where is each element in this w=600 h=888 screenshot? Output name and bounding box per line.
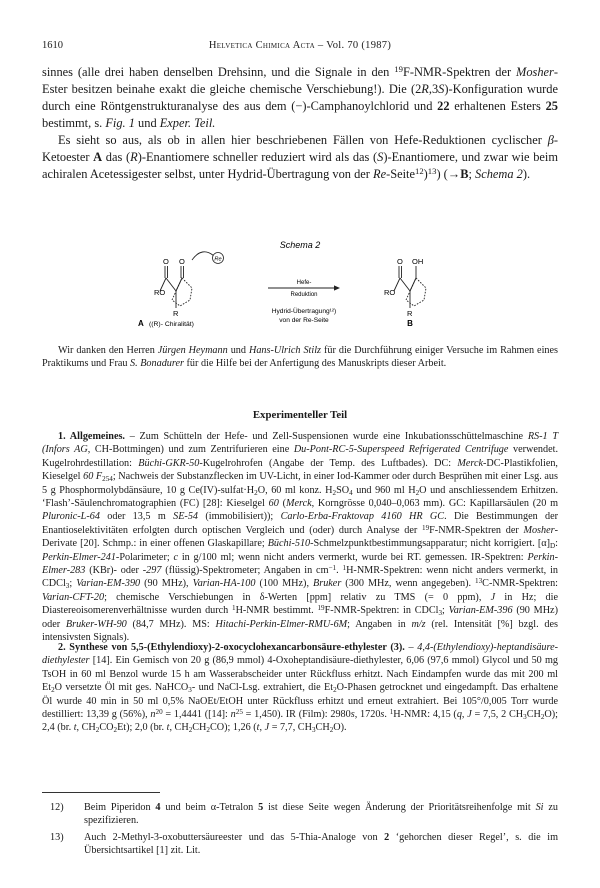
reaction-arrowhead [334, 285, 340, 290]
paragraph-enantiomer: Es sieht so aus, als ob in allen hier beschriebenen Fällen von Hefe-Reduktionen cyclischer β-Ketoester A das (R)-Enantiomere schneller reduziert wird als das (S)-Enantiomere, und zwar wie beim achiralen Acetessigester selbst, unter Hydrid-Übertragung von der Re-Seite$^{12}$)$^{13}$) (→B; Schema 2). [42, 133, 559, 181]
footnote-number: 12) [50, 802, 64, 813]
atom-oh-right: OH [412, 257, 424, 266]
acknowledgements: Wir danken den Herren Jürgen Heymann und Hans-Ulrich Stilz für die Durchführung einiger Versuche im Rahmen eines Praktikums und Frau S. Bonadurer für die Hilfe bei der Anfertigung des Manuskripts dieser Arbeit. [42, 345, 558, 370]
hydroxyester-b-structure [394, 266, 426, 308]
arrow-label-bottom: Reduktion [290, 292, 318, 298]
compound-a-label: A [138, 319, 144, 328]
footnote-text: Auch 2-Methyl-3-oxobuttersäureester und das 5-Thia-Analoge von 2 ‘gehorchen dieser Regel’, s. die im Übersichtsartikel [1] zit. Lit. [84, 832, 558, 857]
schema-title: Schema 2 [279, 240, 321, 250]
atom-r-left: R [173, 309, 179, 318]
section-heading-experimental: Experimenteller Teil [252, 409, 348, 421]
atom-o-right: O [397, 257, 403, 266]
experimental-synthesis-2: 2. Synthese von 5,5-(Ethylendioxy)-2-oxocyclohexancarbonsäure-ethylester (3). – 4,4-(Ethylendioxy)-heptandisäure-diethylester [14]. Ein Gemisch von 20 g (86,9 mmol) 4-Oxoheptandisäure-diethylester, 6,06 (97,6 mmol) Glycol und 50 mg TsOH in 60 ml Benzol wurde 15 h am Wasserabscheider unter Rückfluss erhitzt. Nach Eindampfen wurde das mit 200 ml $Et_2O$ versetzte Öl mit ges. NaHCO$_3$- und NaCl-Lsg. extrahiert, die $Et_2O$-Phasen getrocknet und eingedampft. Das erhaltene Öl wurde 40 min in 50 ml 0,5% NaOEt/EtOH unter Rückfluss erhitzt und erneut extrahiert. Bei 105°/0,005 Torr wurde destilliert: 13,39 g (56%), $n^{20} = 1,4441$ ([14]: $n^{25} = 1,450$). IR (Film): 2980s, 1720s. $^1$H-NMR: 4,15 (q, J = 7,5, 2 $CH_3CH_2O$); 2,4 (br. t, $CH_2CO_2Et$); 2,0 (br. t, $CH_2CH_2CO$); 1,26 (t, J = 7,7, $CH_3CH_2O$). [42, 642, 559, 735]
experimental-general: 1. Allgemeines. – Zum Schütteln der Hefe- und Zell-Suspensionen wurde eine Inkubationsschüttelmaschine RS-1 T (Infors AG, CH-Bottmingen) und zum Zentrifurieren eine Du-Pont-RC-5-Superspeed Refrigerated Centrifuge verwendet. Kugelrohrdestillation: Büchi-GKR-50-Kugelrohrofen (Angabe der Temp. des Luftbades). DC: Merck-DC-Plastikfolien, Kieselgel 60 $F_{254}$; Nachweis der Substanzflecken im UV-Licht, in einer Iod-Kammer oder durch Besprühen mit einer Lsg. aus 5 g Phosphormolybdänsäure, 10 g $Ce(IV)-sulfat\cdot H_2O$, 60 ml konz. $H_2SO_4$ und 960 ml $H_2O$ und anschliessendem Erhitzen. ‘Flash’-Säulenchromatographien (FC) [28]: Kieselgel 60 (Merck, Korngrösse 0,040–0,063 mm). GC: Kapillarsäulen (20 m Pluronic-L-64 oder 13,5 m SE-54 (immobilisiert)); Carlo-Erba-Fraktovap 4160 HR GC. Die Bestimmungen der Enantioselektivitäten erfolgten durch optischen Vergleich und (oder) durch Analyse der $^{19}$F-NMR-Spektren der Mosher-Derivate [20]. Schmp.: in einer offenen Glaskapillare; Büchi-510-Schmelzpunktbestimmungsapparatur; nicht korrigiert. $[\alpha]_D$: Perkin-Elmer-241-Polarimeter; c in g/100 ml; wenn nicht anders vermerkt, wurde bei RT. gemessen. IR-Spektren: Perkin-Elmer-283 (KBr)- oder -297 (flüssig)-Spektrometer; Angaben in $cm^{-1}$. $^1$H-NMR-Spektren: wenn nicht anders vermerkt, in CDCl$_3$; Varian-EM-390 (90 MHz), Varian-HA-100 (100 MHz), Bruker (300 MHz, wenn angegeben). $^{13}$C-NMR-Spektren: Varian-CFT-20; chemische Verschiebungen in δ-Werten [ppm] relativ zu TMS (= 0 ppm), J in Hz; die Diastereoisomerenverhältnisse wurden durch $^1$H-NMR bestimmt. $^{19}$F-NMR-Spektren: in CDCl$_3$; Varian-EM-396 (90 MHz) oder Bruker-WH-90 (84,7 MHz). MS: Hitachi-Perkin-Elmer-RMU-6M; Angaben in m/z (rel. Intensität [%] bzgl. des intensivsten Signals). [42, 431, 559, 644]
footnote-rule [42, 792, 160, 793]
journal-title: Helvetica Chimica Acta – Vol. 70 (1987) [208, 40, 392, 51]
running-header [42, 40, 558, 54]
atom-o-left-2: O [179, 257, 185, 266]
compound-a-chirality: ((R)- Chiralität) [149, 321, 194, 328]
footnote-13 [42, 831, 558, 858]
hydride-note-line2: von der Re-Seite [279, 317, 329, 324]
reagent-circle-label: Re [214, 256, 222, 263]
footnote-text: Beim Piperidon 4 und beim α-Tetralon 5 ist diese Seite wegen Änderung der Prioritätsreihenfolge mit Si zu spezifizieren. [84, 802, 558, 827]
atom-r-right: R [407, 309, 413, 318]
footnote-12 [42, 801, 558, 828]
footnote-number: 13) [50, 832, 64, 843]
atom-ro-left: RO [154, 288, 166, 297]
intro-text [42, 64, 558, 183]
hydride-note-line1: Hydrid-Übertragung¹²) [271, 308, 337, 315]
atom-ro-right: RO [384, 288, 396, 297]
atom-o-left-1: O [163, 257, 169, 266]
schema-2-figure [42, 238, 558, 336]
compound-b-label: B [407, 319, 413, 328]
page-number: 1610 [42, 40, 63, 51]
paragraph-configuration: sinnes (alle drei haben denselben Drehsinn, und die Signale in den $^{19}$F-NMR-Spektren der Mosher-Ester besitzen beinahe exakt die gleiche chemische Verschiebung!). Die (2R,3S)-Konfiguration wurde durch eine Röntgenstrukturanalyse des aus dem (−)-Camphanoylchlorid und 22 erhaltenen Esters 25 bestimmt, s. Fig. 1 und Exper. Teil. [42, 64, 559, 130]
arrow-label-top: Hefe- [296, 280, 312, 286]
